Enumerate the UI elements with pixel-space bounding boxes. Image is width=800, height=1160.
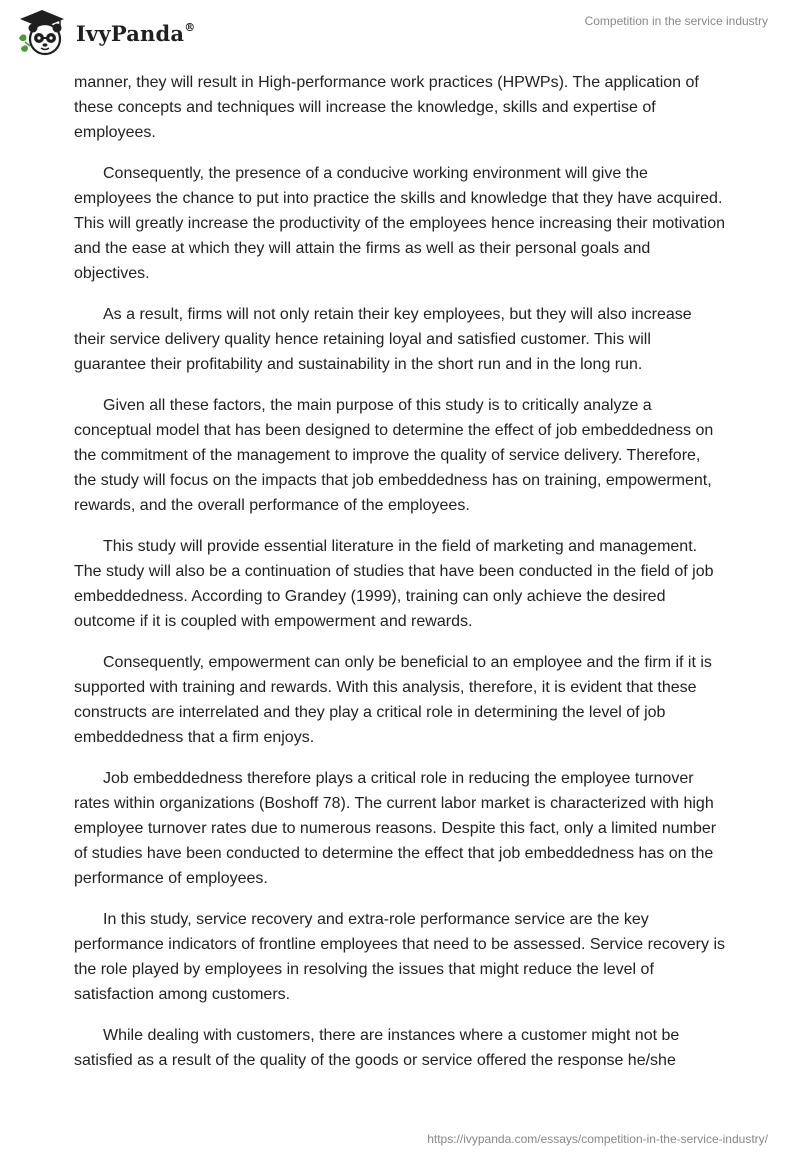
page-header — [0, 0, 800, 70]
ivypanda-logo[interactable] — [16, 8, 195, 58]
paragraph: In this study, service recovery and extra-role performance service are the key performance indicators of frontline employees that need to be assessed. Service recovery is the role played by employees in resolving the issues that might reduce the level of satisfaction among customers. — [74, 911, 725, 1003]
paragraph: This study will provide essential literature in the field of marketing and management. The study will also be a continuation of studies that have been conducted in the field of job embeddedness. According to Grandey (1999), training can only achieve the desired outcome if it is coupled with empowerment and rewards. — [74, 538, 714, 630]
source-url-link[interactable]: https://ivypanda.com/essays/competition-in-the-service-industry/ — [427, 1132, 768, 1146]
paragraph: Consequently, empowerment can only be beneficial to an employee and the firm if it is supported with training and rewards. With this analysis, therefore, it is evident that these constructs are interrelated and they play a critical role in determining the level of job embeddedness that a firm enjoys. — [74, 654, 712, 746]
document-title: Competition in the service industry — [584, 14, 768, 28]
paragraph: As a result, firms will not only retain their key employees, but they will also increase their service delivery quality hence retaining loyal and satisfied customer. This will guarantee their profitability and sustainability in the short run and in the long run. — [74, 306, 692, 373]
panda-logo-icon — [16, 8, 68, 58]
paragraph: manner, they will result in High-performance work practices (HPWPs). The application of these concepts and techniques will increase the knowledge, skills and expertise of employees. — [74, 74, 699, 141]
paragraph: Consequently, the presence of a conducive working environment will give the employees the chance to put into practice the skills and knowledge that they have acquired. This will greatly increase the productivity of the employees hence increasing their motivation and the ease at which they will attain the firms as well as their personal goals and objectives. — [74, 165, 725, 282]
paragraph: While dealing with customers, there are instances where a customer might not be satisfied as a result of the quality of the goods or service offered the response he/she — [74, 1027, 680, 1069]
paragraph: Given all these factors, the main purpose of this study is to critically analyze a conceptual model that has been designed to determine the effect of job embeddedness on the commitment of the management to improve the quality of service delivery. Therefore, the study will focus on the impacts that job embeddedness has on training, empowerment, rewards, and the overall performance of the employees. — [74, 397, 714, 514]
essay-body — [74, 70, 726, 1089]
paragraph: Job embeddedness therefore plays a critical role in reducing the employee turnover rates within organizations (Boshoff 78). The current labor market is characterized with high employee turnover rates due to numerous reasons. Despite this fact, only a limited number of studies have been conducted to determine the effect that job embeddedness has on the performance of employees. — [74, 770, 717, 887]
brand-name: IvyPanda® — [76, 20, 196, 46]
